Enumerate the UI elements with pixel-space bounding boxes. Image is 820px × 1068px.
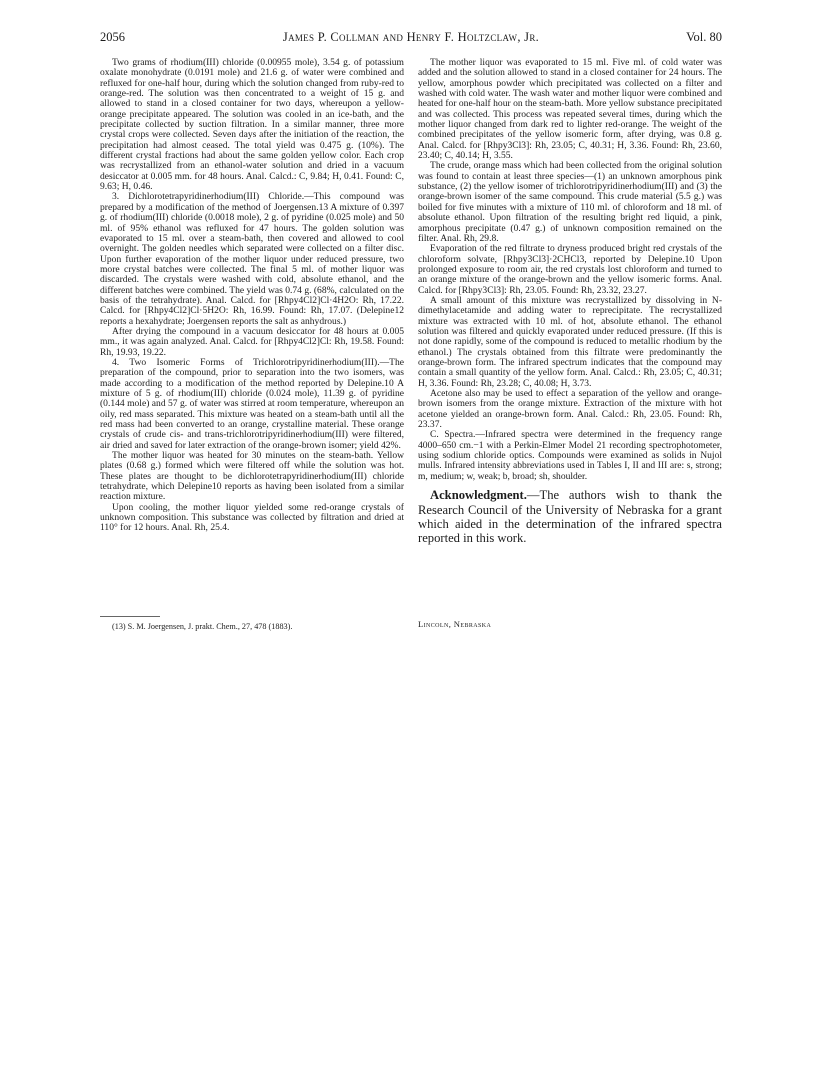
paragraph: The mother liquor was heated for 30 minutes on the steam-bath. Yellow plates (0.68 g.) formed which were filtered off while the solution was hot. These plates are thought to be dichlorotetrapyridinerhodium(III) chloride tetrahydrate, which Delepine10 reports as having been isolated from a similar reaction mixture.: [100, 450, 404, 503]
paragraph: 3. Dichlorotetrapyridinerhodium(III) Chloride.—This compound was prepared by a modification of the method of Joergensen.13 A mixture of 0.397 g. of rhodium(III) chloride (0.0018 mole), 2 g. of pyridine (0.025 mole) and 50 ml. of 95% ethanol was refluxed for 47 hours. The golden solution was evaporated to 15 ml. over a steam-bath, then covered and allowed to cool overnight. The golden needles which separated were collected on a filter disc. Upon further evaporation of the mother liquor under reduced pressure, two more crystal batches were collected. The final 5 ml. of mother liquor was discarded. The crystals were washed with cold, absolute ethanol, and the different batches were combined. The yield was 0.74 g. (68%, calculated on the basis of the tetrahydrate). Anal. Calcd. for [Rhpy4Cl2]Cl·4H2O: Rh, 17.22. Calcd. for [Rhpy4Cl2]Cl·5H2O: Rh, 16.99. Found: Rh, 17.07. (Delepine12 reports a hexahydrate; Joergensen reports the salt as anhydrous.): [100, 191, 404, 327]
acknowledgment-text: —The authors wish to thank the Research Council of the University of Nebraska for a grant which aided in the determination of the infrared spectra reported in this work.: [418, 488, 722, 546]
page-number: 2056: [100, 30, 125, 44]
right-column: [418, 58, 722, 546]
footnote: (13) S. M. Joergensen, J. prakt. Chem., 27, 478 (1883).: [112, 622, 293, 631]
paragraph: 4. Two Isomeric Forms of Trichlorotripyridinerhodium(III).—The preparation of the compound, prior to separation into the two isomers, was made according to a modification of the method reported by Delepine.10 A mixture of 5 g. of rhodium(III) chloride (0.024 mole), 11.39 g. of pyridine (0.144 mole) and 57 g. of water was stirred at room temperature, whereupon an oily, red mass separated. This mixture was heated on a steam-bath until all the red mass had been converted to an orange, crystalline material. These orange crystals of crude cis- and trans-trichlorotripyridinerhodium(III) were filtered, air dried and saved for later extraction of the orange-brown isomer; yield 42%.: [100, 356, 404, 451]
paragraph: After drying the compound in a vacuum desiccator for 48 hours at 0.005 mm., it was again analyzed. Anal. Calcd. for [Rhpy4Cl2]Cl: Rh, 19.58. Found: Rh, 19.93, 19.22.: [100, 325, 404, 358]
acknowledgment: [418, 488, 722, 546]
running-head: [100, 30, 722, 46]
running-title: James P. Collman and Henry F. Holtzclaw, Jr.: [282, 30, 540, 44]
paragraph: A small amount of this mixture was recrystallized by dissolving in N-dimethylacetamide and adding water to reprecipitate. The recrystallized mixture was extracted with 10 ml. of hot, absolute ethanol. The ethanol solution was filtered and quickly evaporated under reduced pressure. (If this is not done rapidly, some of the compound is reduced to metallic rhodium by the ethanol.) The crystals obtained from this filtrate were predominantly the orange-brown form. The infrared spectrum indicates that the compound may contain a small quantity of the yellow form. Anal. Calcd.: Rh, 23.05; C, 40.31; H, 3.36. Found: Rh, 23.28; C, 40.08; H, 3.73.: [418, 294, 722, 389]
paragraph: C. Spectra.—Infrared spectra were determined in the frequency range 4000–650 cm.−1 with a Perkin-Elmer Model 21 recording spectrophotometer, using sodium chloride optics. Compounds were examined as solids in Nujol mulls. Infrared intensity abbreviations used in Tables I, II and III are: s, strong; m, medium; w, weak; b, broad; sh, shoulder.: [418, 429, 722, 482]
paragraph: The crude, orange mass which had been collected from the original solution was found to contain at least three species—(1) an unknown amorphous pink substance, (2) the yellow isomer of trichlorotripyridinerhodium(III) and (3) the orange-brown isomer of the same compound. This crude material (5.5 g.) was boiled for five minutes with a mixture of 110 ml. of chloroform and 18 ml. of absolute ethanol. Upon filtration of the resulting bright red liquid, a pink, amorphous precipitate (0.47 g.) of unknown composition remained on the filter. Anal. Rh, 29.8.: [418, 160, 722, 244]
paragraph: Evaporation of the red filtrate to dryness produced bright red crystals of the chloroform solvate, [Rhpy3Cl3]·2CHCl3, reported by Delepine.10 Upon prolonged exposure to room air, the red crystals lost chloroform and turned to an orange mixture of the orange-brown and the yellow isomeric forms. Anal. Calcd. for [Rhpy3Cl3]: Rh, 23.05. Found: Rh, 23.32, 23.27.: [418, 243, 722, 296]
paragraph: Acetone also may be used to effect a separation of the yellow and orange-brown isomers from the orange mixture. Extraction of the mixture with hot acetone yielded an orange-brown form. Anal. Calcd.: Rh, 23.05. Found: Rh, 23.37.: [418, 388, 722, 431]
paragraph: The mother liquor was evaporated to 15 ml. Five ml. of cold water was added and the solution allowed to stand in a closed container for 24 hours. The yellow, amorphous powder which precipitated was collected on a filter and washed with cold water. The wash water and mother liquor were combined and heated for one-half hour on the steam-bath. More yellow substance precipitated and was collected. This process was repeated several times, during which the mother liquor changed from dark red to lighter red-orange. The weight of the combined precipitates of the yellow isomeric form, after drying, was 0.8 g. Anal. Calcd. for [Rhpy3Cl3]: Rh, 23.05; C, 40.31; H, 3.36. Found: Rh, 23.60, 23.40; C, 40.14; H, 3.55.: [418, 57, 722, 162]
left-column: [100, 58, 404, 534]
paragraph: Upon cooling, the mother liquor yielded some red-orange crystals of unknown composition. This substance was collected by filtration and dried at 110° for 12 hours. Anal. Rh, 25.4.: [100, 501, 404, 534]
volume-label: Vol. 80: [686, 30, 722, 44]
footnote-rule: [100, 616, 160, 617]
paragraph: Two grams of rhodium(III) chloride (0.00955 mole), 3.54 g. of potassium oxalate monohydrate (0.0191 mole) and 21.6 g. of water were combined and refluxed for one-half hour, during which the solution changed from ruby-red to orange-red. The solution was then concentrated to a weight of 15 g. and allowed to stand in a closed container for two days, whereupon a yellow-orange precipitate appeared. The solution was cooled in an ice-bath, and the precipitate collected by suction filtration. In a similar manner, three more crystal crops were collected. Seven days after the initiation of the reaction, the precipitation had almost ceased. The total yield was 0.475 g. (10%). The different crystal fractions had about the same golden yellow color. Each crop was recrystallized from an ethanol-water solution and dried in a vacuum desiccator at 0.005 mm. for 48 hours. Anal. Calcd.: C, 9.84; H, 0.41. Found: C, 9.63; H, 0.46.: [100, 57, 404, 193]
affiliation: Lincoln, Nebraska: [418, 619, 492, 629]
acknowledgment-heading: Acknowledgment.: [430, 488, 527, 503]
